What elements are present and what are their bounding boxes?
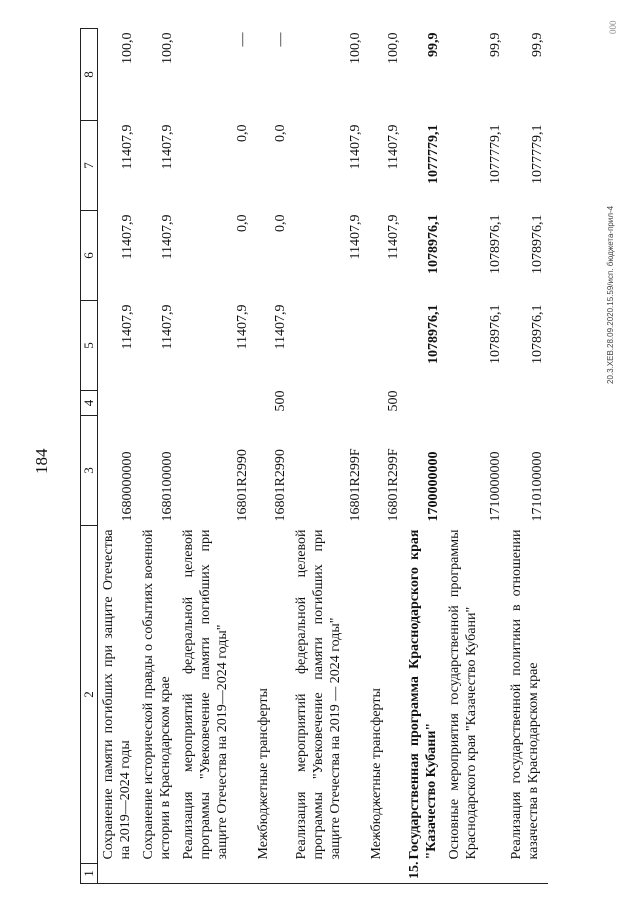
row-value-col5: 1078976,1: [529, 304, 545, 364]
row-name: Реализация мероприятий федеральной целевой программы "Увековечение памяти погибших при защите Отечества на 2019—2024 годы": [180, 529, 230, 860]
row-vr-code: [98, 391, 138, 416]
row-value-col8: 100,0: [385, 32, 401, 64]
row-number: [444, 864, 506, 884]
row-vr-code: 500: [385, 390, 401, 412]
row-value-col7: 1077779,1: [487, 124, 503, 184]
row-code: 16801R2990: [272, 449, 288, 522]
table-header-row: [81, 29, 98, 884]
row-value-col5: 11407,9: [234, 304, 250, 350]
table-row: [366, 29, 404, 884]
table-row: [138, 29, 178, 884]
row-value-col7: 11407,9: [119, 124, 135, 170]
row-value-col5: 11407,9: [119, 304, 135, 350]
row-number: 15.: [404, 864, 444, 884]
row-value-col5: 1078976,1: [487, 304, 503, 364]
table-row: [404, 29, 444, 884]
row-number: [138, 864, 178, 884]
table-row: [506, 29, 548, 884]
row-value-col8: 99,9: [425, 32, 441, 57]
row-name: Межбюджетные трансферты: [255, 688, 271, 860]
row-name: Реализация государственной политики в отношении казачества в Краснодарском крае: [508, 529, 541, 860]
corner-stamp: 000: [608, 20, 618, 34]
column-header: 2: [81, 526, 98, 864]
row-value-col8: 100,0: [159, 32, 175, 64]
row-code: 16801R299F: [347, 448, 363, 522]
row-value-col5: [291, 301, 366, 391]
row-value-col7: 0,0: [272, 124, 288, 142]
footer-code: 20.3.ХЕВ.28.09.2020.15.59/исп. бюджета-прил-4: [606, 205, 615, 384]
table-body: [98, 29, 548, 884]
row-value-col7: 11407,9: [385, 124, 401, 170]
row-name: Основные мероприятия государственной программы Краснодарского края "Казачество Кубани": [446, 529, 479, 860]
budget-table: [80, 28, 548, 884]
row-value-col6: 11407,9: [385, 214, 401, 260]
row-value-col5: [366, 301, 404, 391]
row-value-col6: 0,0: [272, 214, 288, 232]
row-value-col6: 1078976,1: [529, 214, 545, 274]
row-value-col6: 1078976,1: [487, 214, 503, 274]
row-vr-code: [506, 391, 548, 416]
column-header: 1: [81, 864, 98, 884]
row-value-col8: —: [272, 32, 288, 47]
row-code: 1710100000: [529, 451, 545, 522]
row-vr-code: [444, 391, 506, 416]
row-value-col8: 99,9: [487, 32, 503, 57]
row-value-col6: 11407,9: [159, 214, 175, 260]
table-row: [98, 29, 138, 884]
row-value-col5: 11407,9: [272, 304, 288, 350]
row-code: 16801R299F: [385, 448, 401, 522]
row-code: 1700000000: [425, 451, 441, 522]
table-row: [291, 29, 366, 884]
row-vr-code: [404, 391, 444, 416]
column-header: 3: [81, 416, 98, 526]
table-row: [444, 29, 506, 884]
row-value-col8: 100,0: [347, 32, 363, 64]
row-value-col8: 99,9: [529, 32, 545, 57]
row-number: [253, 864, 291, 884]
row-value-col7: 11407,9: [159, 124, 175, 170]
row-name: Сохранение исторической правды о событиях военной истории в Краснодарском крае: [140, 529, 173, 860]
row-value-col6: 1078976,1: [425, 214, 441, 274]
column-header: 8: [81, 29, 98, 121]
row-value-col5: 1078976,1: [425, 304, 441, 364]
row-name: Реализация мероприятий федеральной целевой программы "Увековечение памяти погибших при защите Отечества на 2019 — 2024 годы": [293, 529, 343, 860]
row-vr-code: [138, 391, 178, 416]
row-code: 1680000000: [119, 451, 135, 522]
table-row: [253, 29, 291, 884]
row-value-col8: —: [234, 32, 250, 47]
row-value-col6: 11407,9: [347, 214, 363, 260]
row-value-col7: 0,0: [234, 124, 250, 142]
table-row: [178, 29, 253, 884]
row-number: [506, 864, 548, 884]
row-number: [178, 864, 253, 884]
column-header: 6: [81, 211, 98, 301]
row-value-col7: 1077779,1: [529, 124, 545, 184]
page-number: 184: [32, 448, 51, 474]
row-number: [98, 864, 138, 884]
row-number: [291, 864, 366, 884]
row-vr-code: 500: [272, 390, 288, 412]
row-name: Государственная программа Краснодарского края "Казачество Кубани": [406, 529, 439, 860]
row-name: Межбюджетные трансферты: [368, 688, 384, 860]
row-value-col6: 11407,9: [119, 214, 135, 260]
row-value-col8: 100,0: [119, 32, 135, 64]
column-header: 7: [81, 121, 98, 211]
row-vr-code: [178, 391, 253, 416]
row-vr-code: [291, 391, 366, 416]
column-header: 4: [81, 391, 98, 416]
row-value-col7: 11407,9: [347, 124, 363, 170]
row-value-col5: 11407,9: [159, 304, 175, 350]
row-code: 1710000000: [487, 451, 503, 522]
row-value-col7: 1077779,1: [425, 124, 441, 184]
row-value-col6: 0,0: [234, 214, 250, 232]
row-code: 1680100000: [159, 451, 175, 522]
row-name: Сохранение памяти погибших при защите Отечества на 2019—2024 годы: [101, 529, 133, 860]
column-header: 5: [81, 301, 98, 391]
row-code: 16801R2990: [234, 449, 250, 522]
row-number: [366, 864, 404, 884]
